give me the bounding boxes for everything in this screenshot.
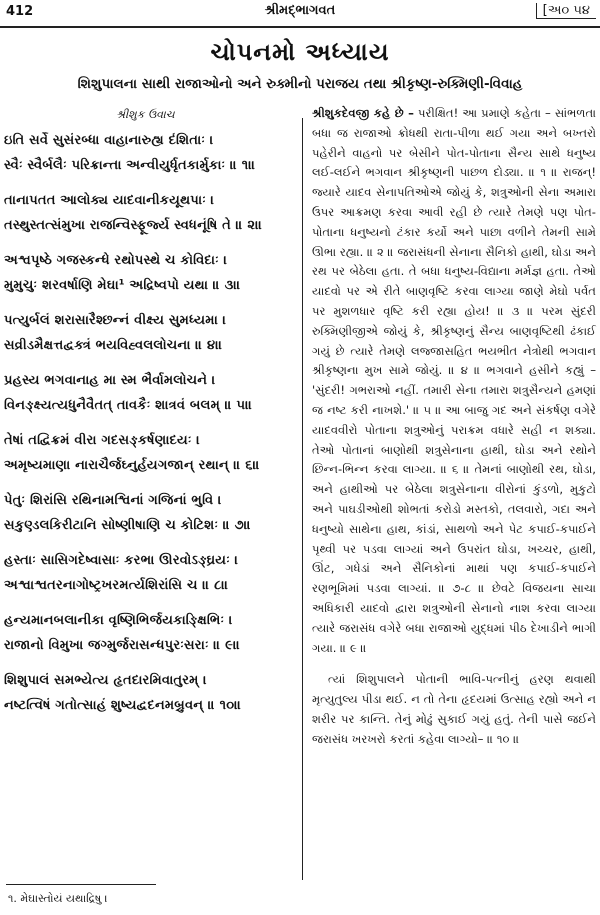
verse-line: હન્યમાનબલાનીકા વૃષ્ણિભિર્જયકાઙ્ક્ષિભિઃ । [4, 613, 233, 628]
footnote: ૧. મેઘાસ્તોયં યથાદ્રિષુ । [8, 892, 108, 905]
translation-paragraph-2: ત્યાં શિશુપાલને પોતાની ભાવિ-પત્નીનું હરણ થવાથી મૃત્યુતુલ્ય પીડા થઈ. ન તો તેના હૃદયમાં ઉત્સાહ રહ્યો અને ન શરીર પર કાન્તિ. તેનું મોઢું સુકાઈ ગયું હતું. તેની પાસે જઈને જરાસંધ ખરખરો કરતાં કહેવા લાગ્યો– ॥ ૧૦ ॥ [312, 672, 596, 746]
speaker-heading: શ્રીશુક ઉવાચ [116, 108, 175, 121]
verse-line: નષ્ટત્વિષં ગતોત્સાહં શુષ્યદ્વદનમબ્રુવન્ ॥ ૧૦॥ [4, 698, 242, 713]
running-title: શ્રીમદ્ભાગવત [264, 3, 336, 18]
verse-line: હસ્તાઃ સાસિગદેષ્વાસાઃ કરભા ઊરવોઽઙ્ઘ્રયઃ । [4, 553, 239, 568]
chapter-subtitle: શિશુપાલના સાથી રાજાઓનો અને રુક્મીનો પરાજય તથા શ્રીકૃષ્ણ-રુક્મિણી-વિવાહ [77, 76, 523, 92]
page-header [0, 0, 600, 28]
chapter-title: ચોપનમો અધ્યાય [210, 38, 390, 66]
verse-1 [4, 128, 294, 178]
verse-5 [4, 368, 294, 418]
verse-line: અશ્વપૃષ્ઠે ગજસ્કન્ધે રથોપસ્થે ચ કોવિદાઃ । [4, 253, 228, 268]
speaker-name: શ્રીશુકદેવજી કહે છે – [312, 106, 414, 120]
verse-10 [4, 668, 294, 718]
verse-8 [4, 548, 294, 598]
page-number: 412 [6, 4, 34, 19]
chapter-tag: [અ૦ ૫૪ [536, 3, 596, 19]
verse-line: રાજાનો વિમુખા જગ્મુર્જરાસન્ધપુરઃસરાઃ ॥ ૯॥ [4, 638, 241, 653]
verse-line: સકુણ્ડલકિરીટાનિ સોષ્ણીષાણિ ચ કોટિશઃ ॥ ૭॥ [4, 518, 251, 533]
verse-line: અશ્વાશ્વતરનાગોષ્ટ્રખરમર્ત્યશિરાંસિ ચ ॥ ૮॥ [4, 578, 229, 593]
verse-line: શિશુપાલં સમભ્યેત્ય હૃતદારમિવાતુરમ્ । [4, 673, 207, 688]
verse-line: વિનઙ્ક્ષ્યત્યધુનૈવૈતત્ તાવકૈઃ શાત્રવં બલમ્ ॥ ૫॥ [4, 398, 253, 413]
verse-line: અમૃષ્યમાણા નારાચૈર્જઘ્નુર્હયગજાન્ રથાન્ ॥ ૬॥ [4, 458, 260, 473]
column-divider [302, 118, 303, 880]
translation-text: પરીક્ષિત! આ પ્રમાણે કહેતા – સાંભળતા બધા જ રાજાઓ ક્રોધથી રાતા-પીળા થઈ ગયા અને બખ્તરો પહેરીને વાહનો પર બેસીને પોત-પોતાના સૈન્ય સાથે ધનુષ્ય લઈ-લઈને ભગવાન શ્રીકૃષ્ણની પાછળ દોડ્યા. ॥ ૧ ॥ રાજન્! જ્યારે યાદવ સેનાપતિઓએ જોયું કે, શત્રુઓની સેના અમારા ઉપર આક્રમણ કરવા આવી રહી છે ત્યારે તેમણે પણ પોત-પોતાના ધનુષ્યનો ટંકાર કર્યો અને પાછા વળીને તેમની સામે ઊભા રહ્યા. ॥ ૨ ॥ જરાસંધની સેનાના સૈનિકો હાથી, ઘોડા અને રથ પર બેઠેલા હતા. તે બધા ધનુષ્ય-વિદ્યાના મર્મજ્ઞ હતા. તેઓ યાદવો પર એ રીતે બાણવૃષ્ટિ કરવા લાગ્યા જાણે મેઘો પર્વત પર મુશળધાર વૃષ્ટિ કરી રહ્યા હોય! ॥ ૩ ॥ પરમ સુંદરી રુક્મિણીજીએ જોયું કે, શ્રીકૃષ્ણનું સૈન્ય બાણવૃષ્ટિથી ઢંકાઈ ગયું છે ત્યારે તેમણે લજ્જાસહિત ભયભીત નેત્રોથી ભગવાન શ્રીકૃષ્ણના મુખ સામે જોયું. ॥ ૪ ॥ ભગવાને હસીને કહ્યું – 'સુંદરી! ગભરાઓ નહીં. તમારી સેના તમારા શત્રુસૈન્યને હમણાં જ નષ્ટ કરી નાખશે.' ॥ ૫ ॥ આ બાજુ ગદ અને સંકર્ષણ વગેરે યાદવવીરો પોતાના શત્રુઓનું પરાક્રમ વધારે સહી ન શક્યા. તેઓ પોતાનાં બાણોથી શત્રુસેનાના હાથી, ઘોડા અને રથોને છિન્ન-ભિન્ન કરવા લાગ્યા. ॥ ૬ ॥ તેમનાં બાણોથી રથ, ઘોડા, અને હાથીઓ પર બેઠેલા શત્રુસેનાના વીરોનાં કુંડળો, મુકુટો અને પાઘડીઓથી શોભતાં કરોડો મસ્તકો, તલવારો, ગદા અને ધનુષ્યો સાથેના હાથ, કાંડાં, સાથળો અને પેટ કપાઈ-કપાઈને પૃથ્વી પર પડવા લાગ્યાં અને ઉપરાંત ઘોડા, ખચ્ચર, હાથી, ઊંટ, ગધેડાં અને સૈનિકોનાં માથાં પણ કપાઈ-કપાઈને રણભૂમિમાં પડવા લાગ્યાં. ॥ ૭-૮ ॥ છેવટે વિજયના સાચા અધિકારી યાદવો દ્વારા શત્રુઓની સેનાનો નાશ કરવા લાગ્યા ત્યારે જરાસંધ વગેરે બધા રાજાઓ યુદ્ધમાં પીઠ દેખાડીને ભાગી ગયા. ॥ ૯ ॥ [312, 106, 596, 655]
verse-line: તસ્થુસ્તત્સંમુખા રાજન્વિસ્ફૂર્જ્ય સ્વધનૂંષિ તે ॥ ૨॥ [4, 218, 263, 233]
verse-line: સ્વૈઃ સ્વૈર્બલૈઃ પરિક્રાન્તા અન્વીયુર્ધૃતકાર્મુકાઃ ॥ ૧॥ [4, 158, 256, 173]
translation-paragraph-1 [312, 104, 596, 658]
verse-2 [4, 188, 294, 238]
gujarati-translation-column [312, 104, 596, 750]
verse-line: તેષાં તદ્વિક્રમં વીરા ગદસઙ્કર્ષણાદયઃ । [4, 433, 200, 448]
sanskrit-column [4, 104, 294, 728]
verse-line: પત્યુર્બલં શરાસારૈશ્છન્નં વીક્ષ્ય સુમધ્યમા । [4, 313, 227, 328]
verse-4 [4, 308, 294, 358]
verse-line: પ્રહસ્ય ભગવાનાહ મા સ્મ ભૈર્વામલોચને । [4, 373, 216, 388]
verse-line: પેતુઃ શિરાંસિ રથિનામશ્વિનાં ગજિનાં ભુવિ । [4, 493, 222, 508]
footnote-divider [6, 884, 156, 885]
verse-line: તાનાપતત આલોક્ય યાદવાનીકયૂથપાઃ । [4, 193, 215, 208]
verse-3 [4, 248, 294, 298]
verse-line: સવ્રીડમૈક્ષત્તદ્વક્ત્રં ભયવિહ્વલલોચના ॥ ૪॥ [4, 338, 223, 353]
verse-line: મુમુચુઃ શરવર્ષાણિ મેઘા¹ અદ્રિષ્વપો યથા ॥ ૩॥ [4, 278, 241, 293]
verse-line: ઇતિ સર્વે સુસંરબ્ધા વાહાનારુહ્ય દંશિતાઃ । [4, 133, 214, 148]
verse-7 [4, 488, 294, 538]
verse-6 [4, 428, 294, 478]
verse-9 [4, 608, 294, 658]
